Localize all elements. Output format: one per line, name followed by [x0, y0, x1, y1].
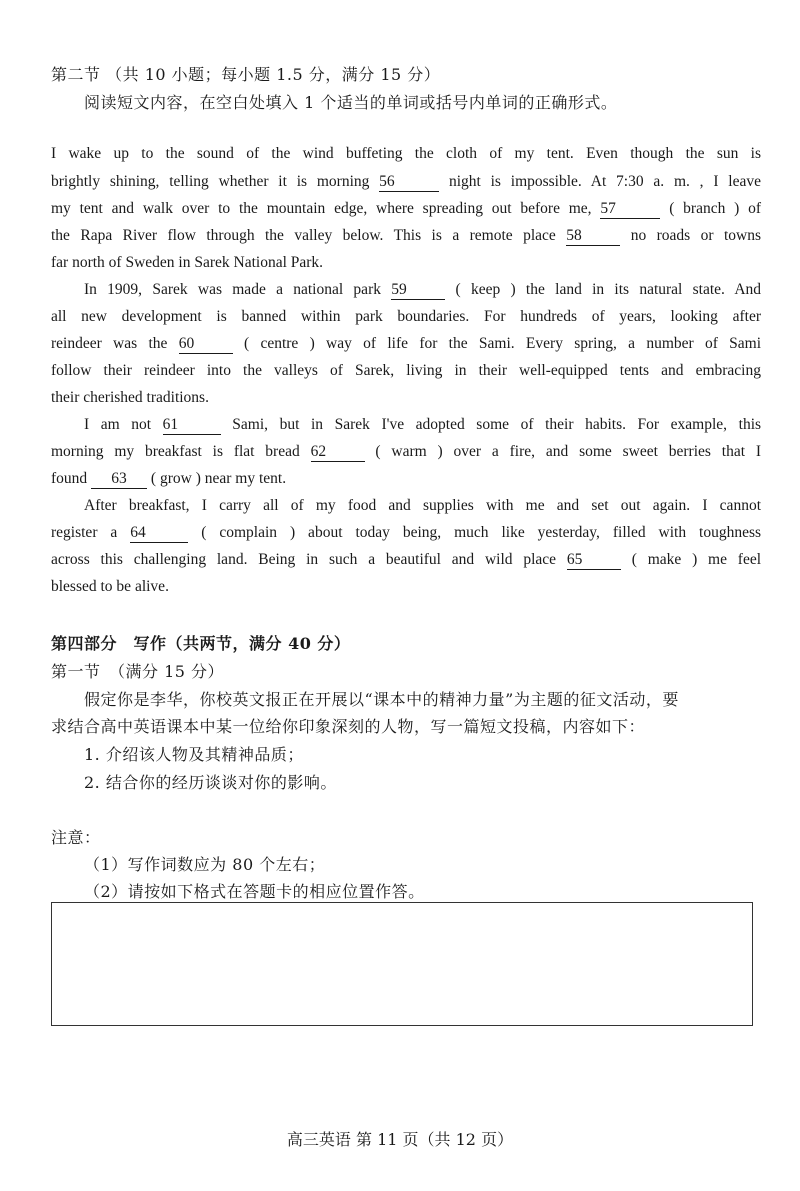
blank-64[interactable]: 64	[130, 524, 188, 543]
section-heading	[51, 62, 440, 85]
notice-label: 注意：	[51, 828, 101, 847]
passage-line: the Rapa River flow through the valley below. This is a remote place 58 no roads or towns	[51, 227, 761, 244]
section-score-note: （共 10 小题；每小题 1.5 分，满分 15 分）	[106, 65, 441, 84]
blank-60[interactable]: 60	[179, 335, 233, 354]
passage-line: follow their reindeer into the valleys of Sarek, living in their well-equipped tents and embracing	[51, 362, 761, 379]
passage-line: register a 64 ( complain ) about today being, much like yesterday, filled with toughness	[51, 524, 762, 541]
subsection-heading: 第一节 （满分 15 分）	[51, 662, 225, 681]
passage-line: reindeer was the 60 ( centre ) way of life for the Sami. Every spring, a number of Sami	[51, 335, 762, 352]
passage-line: their cherished traditions.	[51, 389, 209, 406]
writing-prompt: 求结合高中英语课本中某一位给你印象深刻的人物，写一篇短文投稿，内容如下：	[51, 717, 646, 736]
blank-58[interactable]: 58	[566, 227, 620, 246]
blank-62[interactable]: 62	[311, 443, 365, 462]
passage-line: found 63 ( grow ) near my tent.	[51, 470, 287, 487]
section-title: 第二节	[51, 65, 101, 84]
notice-item: （2）请按如下格式在答题卡的相应位置作答。	[84, 882, 425, 901]
blank-63[interactable]: 63	[91, 470, 147, 489]
passage-line: morning my breakfast is flat bread 62 ( warm ) over a fire, and some sweet berries that I	[51, 443, 762, 460]
section-instruction: 阅读短文内容，在空白处填入 1 个适当的单词或括号内单词的正确形式。	[84, 93, 618, 112]
passage-line: blessed to be alive.	[51, 578, 169, 595]
passage-line: In 1909, Sarek was made a national park 59 ( keep ) the land in its natural state. And	[84, 281, 762, 298]
blank-59[interactable]: 59	[391, 281, 445, 300]
blank-57[interactable]: 57	[600, 200, 660, 219]
page-footer: 高三英语 第 11 页（共 12 页）	[286, 1130, 514, 1149]
passage-line: I am not 61 Sami, but in Sarek I've adopted some of their habits. For example, this	[84, 416, 762, 433]
requirement-item: 2. 结合你的经历谈谈对你的影响。	[84, 773, 337, 792]
passage-line: my tent and walk over to the mountain edge, where spreading out before me, 57 ( branch ) of	[51, 200, 762, 217]
passage-line: I wake up to the sound of the wind buffeting the cloth of my tent. Even though the sun is	[51, 145, 761, 162]
passage-line: all new development is banned within park boundaries. For hundreds of years, looking after	[51, 308, 761, 325]
passage-line: After breakfast, I carry all of my food and supplies with me and set out again. I cannot	[84, 497, 761, 514]
blank-65[interactable]: 65	[567, 551, 621, 570]
requirement-item: 1. 介绍该人物及其精神品质；	[84, 745, 304, 764]
notice-item: （1）写作词数应为 80 个左右；	[84, 855, 326, 874]
passage-line: across this challenging land. Being in such a beautiful and wild place 65 ( make ) me feel	[51, 551, 762, 568]
blank-61[interactable]: 61	[163, 416, 221, 435]
part-heading: 第四部分 写作（共两节，满分 40 分）	[51, 634, 351, 653]
passage-line: brightly shining, telling whether it is morning 56 night is impossible. At 7:30 a. m. , I leave	[51, 173, 761, 190]
passage-line: far north of Sweden in Sarek National Park.	[51, 254, 324, 271]
answer-box[interactable]	[51, 902, 753, 1026]
blank-56[interactable]: 56	[379, 173, 439, 192]
writing-prompt: 假定你是李华，你校英文报正在开展以“课本中的精神力量”为主题的征文活动，要	[84, 690, 679, 709]
